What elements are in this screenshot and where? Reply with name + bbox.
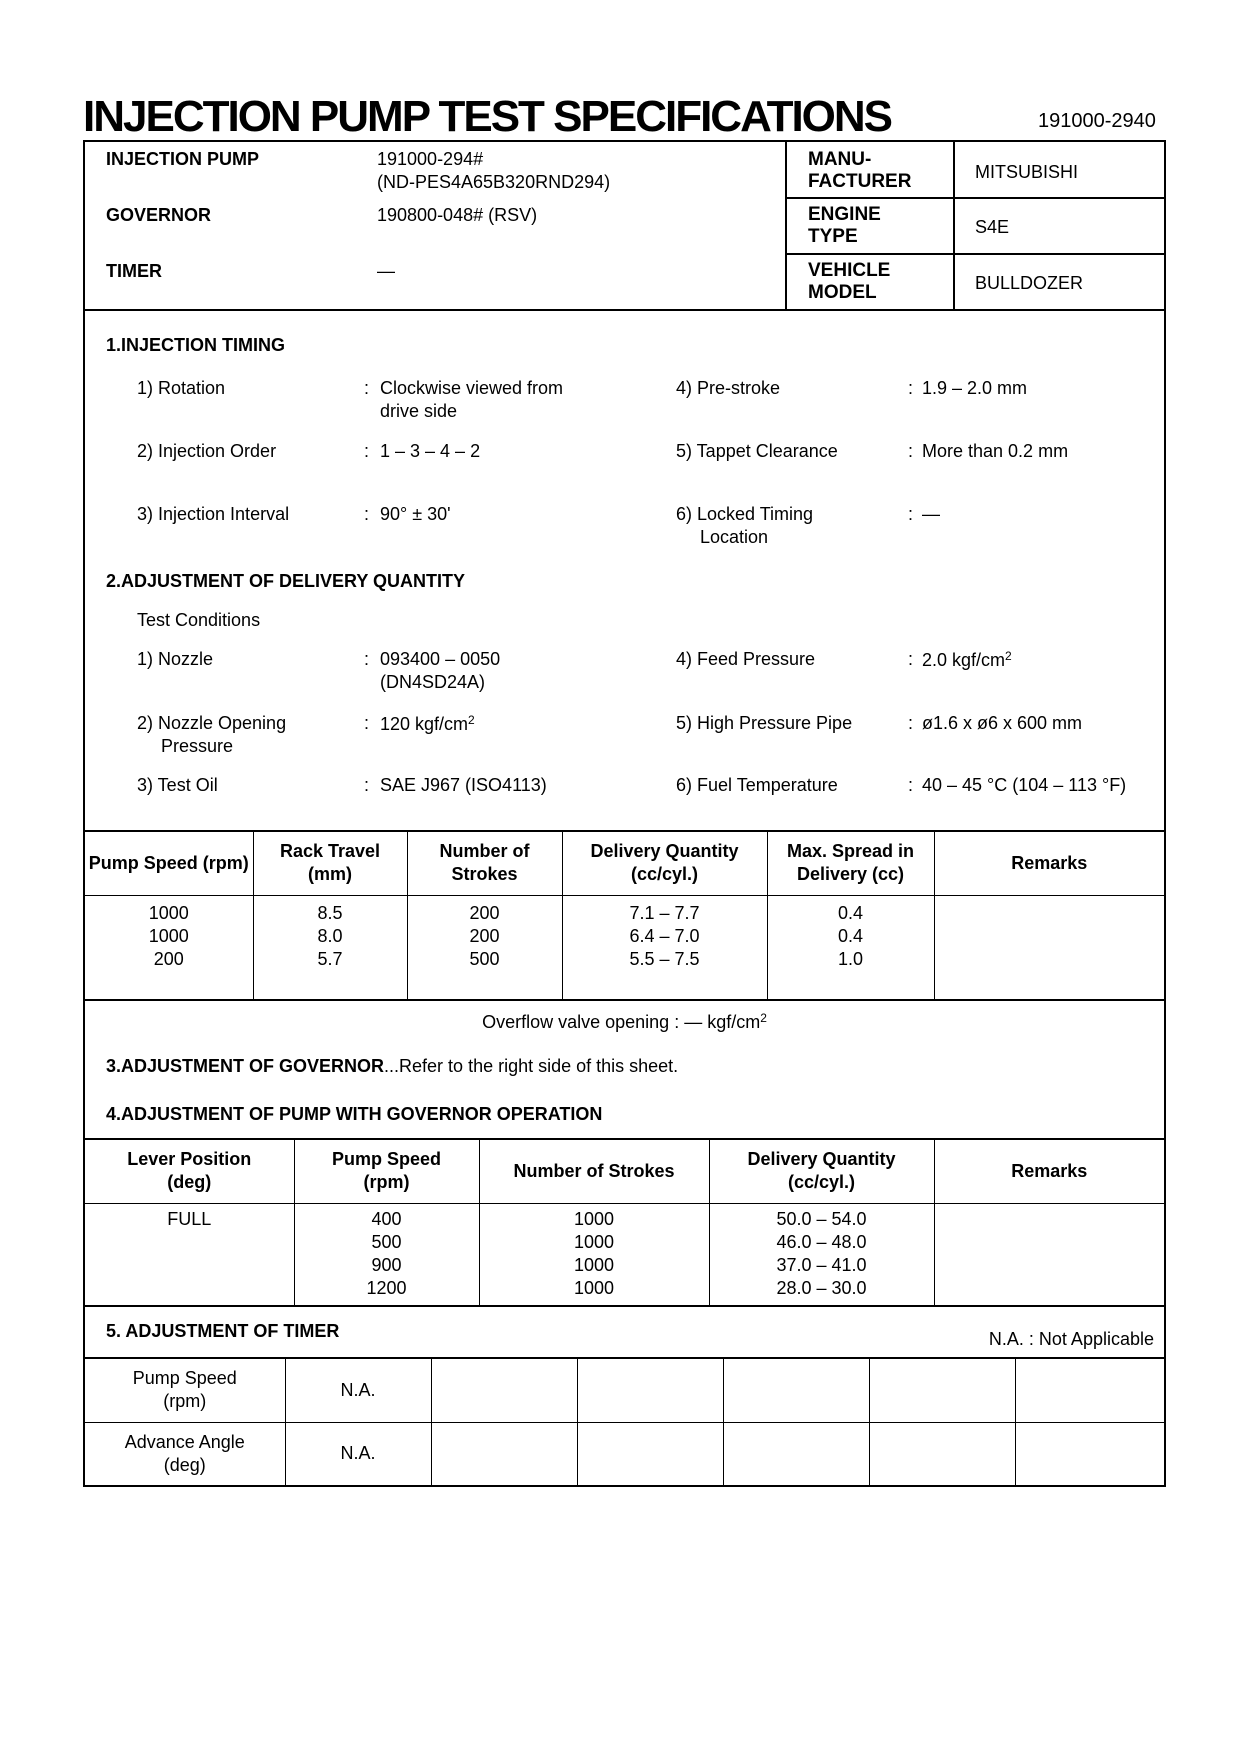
col-max-spread (767, 832, 934, 895)
table-header-row (85, 1140, 1164, 1203)
cell-value: 46.0 – 48.0 (776, 1231, 867, 1252)
cell-max-spread (767, 895, 934, 999)
header-label-injection-pump: INJECTION PUMP (106, 149, 260, 169)
header-line: Remarks (1011, 852, 1088, 873)
timer-empty-cell (723, 1422, 869, 1485)
cond-label-feed: 4) Feed Pressure (676, 649, 816, 669)
timer-empty-cell (577, 1422, 723, 1485)
header-line: (cc/cyl.) (630, 864, 699, 885)
cond-colon: : (908, 649, 914, 669)
timing-label-locked-2: Location (700, 527, 769, 547)
cell-value: 500 (469, 948, 500, 969)
cond-colon: : (364, 775, 370, 795)
col-lever-position (85, 1140, 294, 1203)
header-line: (cc/cyl.) (787, 1172, 856, 1193)
cell-value: 200 (469, 902, 500, 923)
timing-label-tappet: 5) Tappet Clearance (676, 441, 838, 461)
label-line: Pump Speed (132, 1368, 237, 1389)
header-value-injection-pump-model: (ND-PES4A65B320RND294) (377, 172, 611, 192)
header-label-vehicle-2: MODEL (808, 282, 877, 303)
governor-table (85, 1140, 1164, 1305)
header-line: (mm) (308, 864, 352, 885)
timer-empty-cell (869, 1359, 1015, 1422)
header-line: Lever Position (127, 1149, 252, 1170)
cell-value: 7.1 – 7.7 (629, 902, 700, 923)
timing-colon: : (908, 441, 914, 461)
cell-value: 1000 (573, 1277, 615, 1298)
document-title: INJECTION PUMP TEST SPECIFICATIONS (83, 92, 892, 141)
delivery-table-block (85, 830, 1164, 999)
timing-label-prestroke: 4) Pre-stroke (676, 378, 781, 398)
timer-label-advance-angle (85, 1422, 285, 1485)
overflow-valve-text (85, 1011, 1164, 1033)
header-line: (rpm) (363, 1172, 410, 1193)
header-line: Strokes (451, 864, 518, 885)
col-rack-travel (253, 832, 407, 895)
header-label-engine-2: TYPE (808, 226, 858, 247)
timing-colon: : (908, 504, 914, 524)
label-line: (deg) (163, 1454, 206, 1475)
section5-header (85, 1305, 1164, 1357)
cell-value: 5.7 (317, 948, 343, 969)
cell-value: 6.4 – 7.0 (629, 925, 700, 946)
cell-value: 400 (371, 1208, 402, 1229)
header-label-manufacturer-1: MANU- (808, 149, 872, 170)
timer-empty-cell (577, 1359, 723, 1422)
cond-label-fuel-temp: 6) Fuel Temperature (676, 775, 838, 795)
cond-label-oil: 3) Test Oil (137, 775, 218, 795)
spec-sheet (83, 140, 1166, 1487)
cell-delivery-qty (709, 1203, 934, 1305)
timing-label-interval: 3) Injection Interval (137, 504, 290, 524)
cell-value: 500 (371, 1231, 402, 1252)
not-applicable-note: N.A. : Not Applicable (988, 1329, 1154, 1349)
cell-value: 28.0 – 30.0 (776, 1277, 867, 1298)
col-remarks (934, 832, 1164, 895)
header-block (85, 142, 1164, 309)
cell-pump-speed (294, 1203, 479, 1305)
timing-colon: : (364, 441, 370, 461)
cell-value: 0.4 (837, 925, 864, 946)
col-delivery-qty (562, 832, 767, 895)
label-line: (rpm) (163, 1391, 207, 1412)
header-line: Remarks (1011, 1160, 1088, 1181)
timer-empty-cell (869, 1422, 1015, 1485)
timer-empty-cell (1015, 1359, 1164, 1422)
cond-label-opening-1: 2) Nozzle Opening (137, 713, 287, 733)
section3-note: ...Refer to the right side of this sheet. (384, 1056, 679, 1076)
cell-value: 1200 (366, 1277, 407, 1298)
header-label-timer: TIMER (106, 261, 162, 281)
cell-value: 1.0 (837, 948, 864, 969)
header-value-manufacturer: MITSUBISHI (975, 162, 1079, 182)
cond-value-opening (380, 713, 475, 735)
cond-colon: : (908, 713, 914, 733)
timing-value-prestroke: 1.9 – 2.0 mm (922, 378, 1028, 398)
header-line: Pump Speed (rpm) (88, 852, 249, 873)
cell-value: 50.0 – 54.0 (776, 1208, 867, 1229)
cond-colon: : (908, 775, 914, 795)
cond-label-pipe: 5) High Pressure Pipe (676, 713, 853, 733)
cell-value: 1000 (148, 902, 189, 923)
cond-label-opening-2: Pressure (161, 736, 234, 756)
cell-value: 1000 (573, 1254, 615, 1275)
col-remarks (934, 1140, 1164, 1203)
cell-delivery-qty (562, 895, 767, 999)
timing-value-rotation-2: drive side (380, 401, 458, 421)
col-strokes (407, 832, 562, 895)
section3-line (106, 1056, 678, 1077)
timer-table-block (85, 1357, 1164, 1485)
superscript: 2 (760, 1011, 767, 1025)
timer-empty-cell (723, 1359, 869, 1422)
label-line: Advance Angle (124, 1431, 245, 1452)
timer-value-pump-speed: N.A. (285, 1359, 431, 1422)
timer-empty-cell (1015, 1422, 1164, 1485)
timer-label-pump-speed (85, 1359, 285, 1422)
header-value-injection-pump: 191000-294# (377, 149, 484, 169)
col-delivery-qty (709, 1140, 934, 1203)
section1-title: 1.INJECTION TIMING (106, 335, 286, 355)
timing-colon: : (364, 378, 370, 398)
cell-value: 1000 (573, 1231, 615, 1252)
section-timing-and-conditions (85, 309, 1164, 830)
header-value-vehicle-model: BULLDOZER (975, 273, 1084, 293)
header-line: Number of Strokes (513, 1160, 675, 1181)
timing-colon: : (908, 378, 914, 398)
cell-value: 37.0 – 41.0 (776, 1254, 867, 1275)
table-row (85, 1203, 1164, 1305)
cell-value: 1000 (148, 925, 189, 946)
cond-value-oil: SAE J967 (ISO4113) (380, 775, 547, 795)
governor-table-block (85, 1138, 1164, 1305)
timing-value-interval: 90° ± 30' (380, 504, 451, 524)
header-line: (deg) (167, 1172, 212, 1193)
table-row (85, 1422, 1164, 1485)
timing-label-order: 2) Injection Order (137, 441, 277, 461)
col-pump-speed (294, 1140, 479, 1203)
superscript: 2 (468, 713, 475, 727)
cell-value: 5.5 – 7.5 (629, 948, 700, 969)
cond-value-feed (922, 649, 1012, 671)
header-line: Rack Travel (279, 841, 381, 862)
table-row (85, 1359, 1164, 1422)
superscript: 2 (1005, 649, 1012, 663)
cond-value-nozzle-1: 093400 – 0050 (380, 649, 501, 669)
header-line: Number of (439, 841, 530, 862)
test-conditions-label: Test Conditions (137, 610, 261, 630)
timing-value-order: 1 – 3 – 4 – 2 (380, 441, 481, 461)
cell-lever-position (85, 1203, 294, 1305)
cond-value-feed-text: 2.0 kgf/cm (922, 650, 1006, 670)
header-line: Delivery Quantity (590, 841, 739, 862)
overflow-block (85, 999, 1164, 1138)
timing-value-tappet: More than 0.2 mm (922, 441, 1069, 461)
cond-value-opening-text: 120 kgf/cm (380, 714, 469, 734)
header-value-timer: — (377, 261, 395, 281)
cell-pump-speed (85, 895, 253, 999)
timer-table (85, 1359, 1164, 1485)
overflow-valve-label: Overflow valve opening : — kgf/cm (482, 1012, 761, 1032)
section5-title: 5. ADJUSTMENT OF TIMER (106, 1321, 340, 1341)
cell-value: 0.4 (837, 902, 864, 923)
cond-value-nozzle-2: (DN4SD24A) (380, 672, 486, 692)
header-line: Delivery Quantity (747, 1149, 896, 1170)
cell-rack-travel (253, 895, 407, 999)
cond-colon: : (364, 713, 370, 733)
timing-label-rotation: 1) Rotation (137, 378, 226, 398)
cell-remarks (934, 1203, 1164, 1305)
header-label-vehicle-1: VEHICLE (808, 260, 891, 281)
cell-strokes (479, 1203, 709, 1305)
table-row (85, 895, 1164, 999)
cell-value: 1000 (573, 1208, 615, 1229)
table-header-row (85, 832, 1164, 895)
timing-label-locked-1: 6) Locked Timing (676, 504, 814, 524)
header-label-governor: GOVERNOR (106, 205, 212, 225)
header-value-governor: 190800-048# (RSV) (377, 205, 538, 225)
timer-value-advance-angle: N.A. (285, 1422, 431, 1485)
cell-strokes (407, 895, 562, 999)
document-number: 191000-2940 (1038, 110, 1156, 132)
cell-value: FULL (167, 1208, 212, 1229)
header-label-engine-1: ENGINE (808, 204, 881, 225)
cond-value-pipe: ø1.6 x ø6 x 600 mm (922, 713, 1083, 733)
timer-empty-cell (431, 1422, 577, 1485)
cond-colon: : (364, 649, 370, 669)
timing-value-locked: — (922, 504, 940, 524)
col-strokes (479, 1140, 709, 1203)
header-value-engine-type: S4E (975, 217, 1010, 237)
header-line: Max. Spread in (786, 841, 915, 862)
timing-value-rotation-1: Clockwise viewed from (380, 378, 564, 398)
col-pump-speed (85, 832, 253, 895)
timing-colon: : (364, 504, 370, 524)
cell-value: 200 (469, 925, 500, 946)
section2-title: 2.ADJUSTMENT OF DELIVERY QUANTITY (106, 571, 466, 591)
cell-remarks (934, 895, 1164, 999)
cell-value: 900 (371, 1254, 402, 1275)
section4-title: 4.ADJUSTMENT OF PUMP WITH GOVERNOR OPERATION (106, 1104, 603, 1124)
cell-value: 8.0 (317, 925, 343, 946)
cell-value: 8.5 (317, 902, 343, 923)
section3-title: 3.ADJUSTMENT OF GOVERNOR (106, 1056, 385, 1076)
cond-label-nozzle: 1) Nozzle (137, 649, 214, 669)
header-line: Pump Speed (331, 1149, 442, 1170)
timer-empty-cell (431, 1359, 577, 1422)
delivery-table (85, 832, 1164, 999)
header-line: Delivery (cc) (796, 864, 905, 885)
cond-value-fuel-temp: 40 – 45 °C (104 – 113 °F) (922, 775, 1127, 795)
cell-value: 200 (153, 948, 184, 969)
header-label-manufacturer-2: FACTURER (808, 171, 912, 192)
